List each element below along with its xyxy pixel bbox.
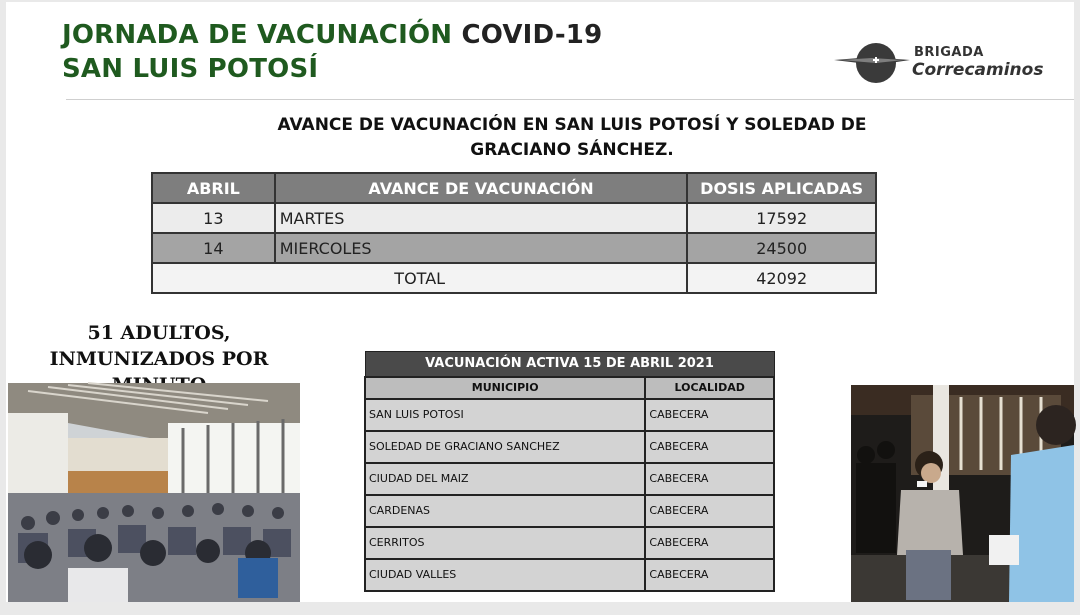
subtitle-line-1: AVANCE DE VACUNACIÓN EN SAN LUIS POTOSÍ Y SOLEDAD DE — [277, 115, 867, 135]
cell-municipio: SAN LUIS POTOSI — [365, 399, 645, 431]
callout-line-2: INMUNIZADOS POR — [49, 348, 269, 370]
cell-municipio: SOLEDAD DE GRACIANO SANCHEZ — [365, 431, 645, 463]
cell-doses: 17592 — [687, 203, 876, 233]
header-abril: ABRIL — [152, 173, 275, 203]
vaccination-night-photo — [851, 385, 1074, 602]
cell-weekday: MIERCOLES — [275, 233, 688, 263]
cell-total-label: TOTAL — [152, 263, 687, 293]
vaccination-hall-photo — [8, 383, 300, 602]
cell-total-value: 42092 — [687, 263, 876, 293]
adults-per-minute-callout — [36, 320, 282, 384]
cell-doses: 24500 — [687, 233, 876, 263]
table-row — [365, 399, 774, 431]
cell-municipio: CARDENAS — [365, 495, 645, 527]
bird-emblem-icon — [832, 38, 912, 88]
active-table-header-row — [365, 377, 774, 399]
cell-municipio: CIUDAD VALLES — [365, 559, 645, 591]
cell-localidad: CABECERA — [645, 527, 774, 559]
cell-weekday: MARTES — [275, 203, 688, 233]
cell-day: 13 — [152, 203, 275, 233]
table-row — [365, 559, 774, 591]
vaccination-progress-table — [151, 172, 877, 294]
cell-localidad: CABECERA — [645, 463, 774, 495]
table-row — [365, 431, 774, 463]
logo-text-correcaminos: Correcaminos — [912, 60, 1044, 80]
brigada-logo — [832, 38, 1042, 88]
cell-municipio: CERRITOS — [365, 527, 645, 559]
cell-localidad: CABECERA — [645, 495, 774, 527]
cell-day: 14 — [152, 233, 275, 263]
table-row — [365, 527, 774, 559]
header-dosis: DOSIS APLICADAS — [687, 173, 876, 203]
section-subtitle — [236, 113, 908, 163]
page-title — [62, 18, 602, 86]
title-line-2: SAN LUIS POTOSÍ — [62, 54, 319, 84]
title-green-text: JORNADA DE VACUNACIÓN — [62, 20, 453, 50]
subtitle-line-2: GRACIANO SÁNCHEZ. — [470, 140, 674, 160]
cell-municipio: CIUDAD DEL MAIZ — [365, 463, 645, 495]
table-total-row — [152, 263, 876, 293]
table-row — [365, 495, 774, 527]
title-line-1 — [62, 18, 602, 52]
header-localidad: LOCALIDAD — [645, 377, 774, 399]
cell-localidad: CABECERA — [645, 431, 774, 463]
active-table-caption: VACUNACIÓN ACTIVA 15 DE ABRIL 2021 — [365, 352, 774, 377]
table-header-row — [152, 173, 876, 203]
header-municipio: MUNICIPIO — [365, 377, 645, 399]
active-table-caption-row — [365, 352, 774, 377]
table-row — [152, 203, 876, 233]
slide — [6, 2, 1074, 602]
cell-localidad: CABECERA — [645, 559, 774, 591]
table-row — [152, 233, 876, 263]
title-covid-text: COVID-19 — [461, 20, 603, 50]
header-divider — [66, 99, 1074, 100]
cell-localidad: CABECERA — [645, 399, 774, 431]
header-avance: AVANCE DE VACUNACIÓN — [275, 173, 688, 203]
active-vaccination-table — [364, 351, 775, 592]
table-row — [365, 463, 774, 495]
callout-line-1: 51 ADULTOS, — [87, 322, 231, 344]
logo-text-brigada: BRIGADA — [914, 45, 984, 60]
